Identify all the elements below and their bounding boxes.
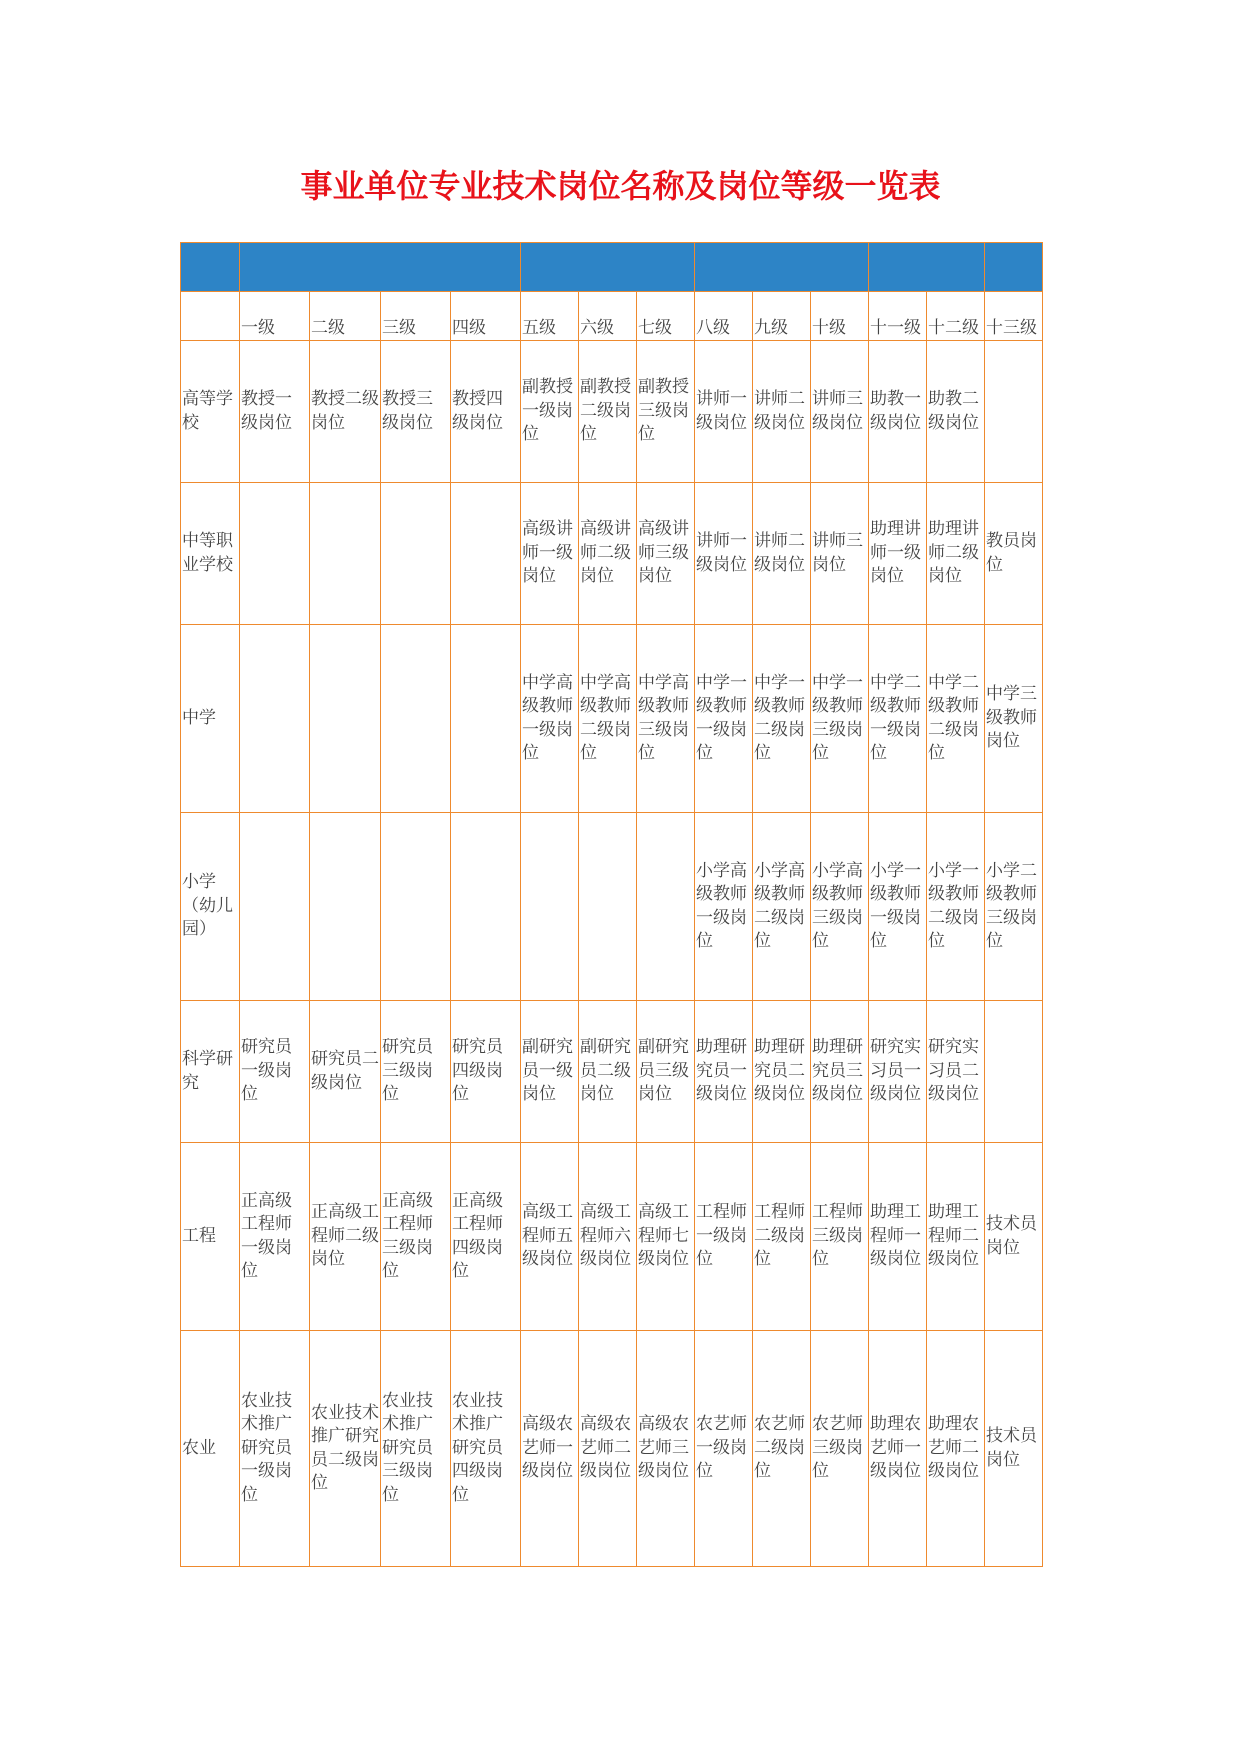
position-cell: 中学高级教师三级岗位 [637, 625, 695, 813]
position-cell: 研究实习员二级岗位 [927, 1001, 985, 1143]
position-cell: 工程师一级岗位 [695, 1143, 753, 1331]
position-cell [451, 483, 521, 625]
position-cell: 研究员二级岗位 [310, 1001, 381, 1143]
position-cell: 高级农艺师一级岗位 [521, 1331, 579, 1567]
position-cell: 中学高级教师二级岗位 [579, 625, 637, 813]
position-cell: 讲师二级岗位 [753, 341, 811, 483]
position-cell: 小学高级教师二级岗位 [753, 813, 811, 1001]
position-cell: 研究员一级岗位 [240, 1001, 310, 1143]
grade-label: 一级 [240, 292, 310, 341]
table-row [181, 813, 1043, 1001]
position-cell: 小学一级教师一级岗位 [869, 813, 927, 1001]
position-cell: 讲师一级岗位 [695, 341, 753, 483]
grade-label: 四级 [451, 292, 521, 341]
position-cell: 中学一级教师三级岗位 [811, 625, 869, 813]
position-cell: 中学二级教师一级岗位 [869, 625, 927, 813]
table-row [181, 1331, 1043, 1567]
position-cell [310, 813, 381, 1001]
position-cell: 农业技术推广研究员二级岗位 [310, 1331, 381, 1567]
position-cell: 小学一级教师二级岗位 [927, 813, 985, 1001]
position-cell: 小学高级教师三级岗位 [811, 813, 869, 1001]
position-cell: 农业技术推广研究员三级岗位 [381, 1331, 451, 1567]
position-cell: 技术员岗位 [985, 1331, 1043, 1567]
position-cell: 农艺师三级岗位 [811, 1331, 869, 1567]
category-cell: 科学研究 [181, 1001, 240, 1143]
table-row [181, 625, 1043, 813]
position-grade-table [180, 242, 1043, 1567]
category-cell: 高等学校 [181, 341, 240, 483]
position-cell: 中学三级教师岗位 [985, 625, 1043, 813]
position-cell: 工程师二级岗位 [753, 1143, 811, 1331]
position-cell: 工程师三级岗位 [811, 1143, 869, 1331]
category-cell: 小学（幼儿园） [181, 813, 240, 1001]
position-cell: 正高级工程师四级岗位 [451, 1143, 521, 1331]
position-cell [240, 625, 310, 813]
position-cell [521, 813, 579, 1001]
document-title: 事业单位专业技术岗位名称及岗位等级一览表 [300, 167, 941, 205]
grade-label: 七级 [637, 292, 695, 341]
position-cell: 教授三级岗位 [381, 341, 451, 483]
header-cell-group-5 [985, 243, 1043, 292]
position-cell: 助理研究员三级岗位 [811, 1001, 869, 1143]
position-cell: 高级讲师三级岗位 [637, 483, 695, 625]
position-cell: 农业技术推广研究员一级岗位 [240, 1331, 310, 1567]
position-cell [579, 813, 637, 1001]
position-cell [240, 813, 310, 1001]
grade-label: 九级 [753, 292, 811, 341]
position-cell [637, 813, 695, 1001]
position-cell: 助理工程师一级岗位 [869, 1143, 927, 1331]
position-cell: 农艺师二级岗位 [753, 1331, 811, 1567]
position-cell: 讲师三级岗位 [811, 341, 869, 483]
position-cell: 讲师二级岗位 [753, 483, 811, 625]
position-cell: 小学二级教师三级岗位 [985, 813, 1043, 1001]
position-cell [381, 625, 451, 813]
position-cell [381, 483, 451, 625]
position-cell: 助理农艺师一级岗位 [869, 1331, 927, 1567]
position-cell: 副教授三级岗位 [637, 341, 695, 483]
grade-label: 六级 [579, 292, 637, 341]
position-cell: 助理农艺师二级岗位 [927, 1331, 985, 1567]
grade-label: 三级 [381, 292, 451, 341]
position-cell: 中学高级教师一级岗位 [521, 625, 579, 813]
position-cell: 正高级工程师二级岗位 [310, 1143, 381, 1331]
header-cell-corner [181, 243, 240, 292]
table-row [181, 1001, 1043, 1143]
position-cell: 高级工程师五级岗位 [521, 1143, 579, 1331]
position-cell [310, 625, 381, 813]
position-cell: 教授二级岗位 [310, 341, 381, 483]
position-cell: 中学一级教师二级岗位 [753, 625, 811, 813]
position-cell: 助理工程师二级岗位 [927, 1143, 985, 1331]
position-cell: 教授一级岗位 [240, 341, 310, 483]
grade-row-corner [181, 292, 240, 341]
position-cell: 研究实习员一级岗位 [869, 1001, 927, 1143]
position-cell: 小学高级教师一级岗位 [695, 813, 753, 1001]
position-cell: 高级工程师七级岗位 [637, 1143, 695, 1331]
position-cell: 助理研究员二级岗位 [753, 1001, 811, 1143]
header-cell-group-2 [521, 243, 695, 292]
position-cell: 中学二级教师二级岗位 [927, 625, 985, 813]
position-cell: 研究员三级岗位 [381, 1001, 451, 1143]
table-row [181, 1143, 1043, 1331]
position-cell: 副研究员三级岗位 [637, 1001, 695, 1143]
position-cell: 讲师三岗位 [811, 483, 869, 625]
position-cell: 讲师一级岗位 [695, 483, 753, 625]
position-cell: 中学一级教师一级岗位 [695, 625, 753, 813]
position-cell: 正高级工程师一级岗位 [240, 1143, 310, 1331]
position-cell: 农业技术推广研究员四级岗位 [451, 1331, 521, 1567]
position-cell [240, 483, 310, 625]
category-cell: 中等职业学校 [181, 483, 240, 625]
position-cell: 助教二级岗位 [927, 341, 985, 483]
position-cell [451, 813, 521, 1001]
grade-label: 十二级 [927, 292, 985, 341]
grade-label: 二级 [310, 292, 381, 341]
position-cell: 助教一级岗位 [869, 341, 927, 483]
position-cell: 高级讲师一级岗位 [521, 483, 579, 625]
position-cell: 助理研究员一级岗位 [695, 1001, 753, 1143]
category-cell: 工程 [181, 1143, 240, 1331]
position-cell: 高级农艺师三级岗位 [637, 1331, 695, 1567]
position-cell: 助理讲师二级岗位 [927, 483, 985, 625]
position-cell: 副教授二级岗位 [579, 341, 637, 483]
position-cell: 高级农艺师二级岗位 [579, 1331, 637, 1567]
header-cell-group-4 [869, 243, 985, 292]
grade-label: 八级 [695, 292, 753, 341]
position-cell: 农艺师一级岗位 [695, 1331, 753, 1567]
position-cell: 助理讲师一级岗位 [869, 483, 927, 625]
position-cell [381, 813, 451, 1001]
grade-label: 十级 [811, 292, 869, 341]
table-header-band [181, 243, 1043, 292]
position-cell: 副教授一级岗位 [521, 341, 579, 483]
grade-label: 十三级 [985, 292, 1043, 341]
position-cell: 研究员四级岗位 [451, 1001, 521, 1143]
position-cell [451, 625, 521, 813]
table-row [181, 483, 1043, 625]
position-cell: 技术员岗位 [985, 1143, 1043, 1331]
position-cell: 教授四级岗位 [451, 341, 521, 483]
table-row [181, 341, 1043, 483]
position-cell: 副研究员一级岗位 [521, 1001, 579, 1143]
grade-label: 十一级 [869, 292, 927, 341]
position-cell: 教员岗位 [985, 483, 1043, 625]
position-cell: 高级工程师六级岗位 [579, 1143, 637, 1331]
position-cell [985, 1001, 1043, 1143]
category-cell: 中学 [181, 625, 240, 813]
position-cell [310, 483, 381, 625]
position-cell: 副研究员二级岗位 [579, 1001, 637, 1143]
header-cell-group-3 [695, 243, 869, 292]
grade-label-row [181, 292, 1043, 341]
position-cell: 高级讲师二级岗位 [579, 483, 637, 625]
position-cell [985, 341, 1043, 483]
header-cell-group-1 [240, 243, 521, 292]
category-cell: 农业 [181, 1331, 240, 1567]
grade-label: 五级 [521, 292, 579, 341]
position-cell: 正高级工程师三级岗位 [381, 1143, 451, 1331]
